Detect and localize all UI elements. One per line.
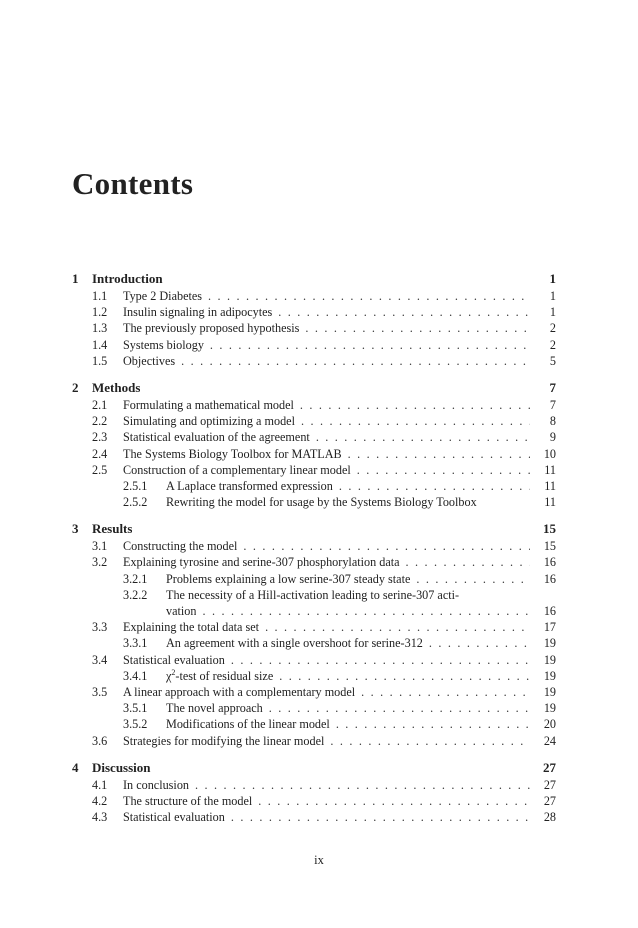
section-number: 3.6 [92,733,108,748]
dot-leader [237,538,530,554]
page-number: 16 [543,571,556,586]
toc-entry-section[interactable] [72,413,556,429]
subsection-number: 3.5.1 [123,701,148,716]
dot-leader [410,571,530,587]
toc-entry-section[interactable] [72,684,556,700]
chapter-title: Introduction [92,271,163,286]
section-number: 2.4 [92,446,108,461]
section-title: In conclusion [123,777,190,792]
page-title: Contents [72,166,194,201]
section-number: 2.3 [92,430,108,445]
chapter-title: Methods [92,379,141,395]
toc-entry-chapter[interactable] [72,379,556,397]
section-title: Statistical evaluation [123,652,225,667]
page-number: 19 [543,652,556,667]
section-title: Constructing the model [123,539,238,554]
dot-leader [294,397,530,413]
subsection-title [166,668,273,684]
toc-entry-section[interactable] [72,429,556,445]
subsection-number: 3.4.1 [123,668,148,683]
section-title: Explaining tyrosine and serine-307 phosphorylation data [123,555,400,570]
section-number: 4.2 [92,793,108,808]
page-number: 2 [549,321,556,336]
chapter-number: 1 [72,271,79,286]
dot-leader [252,793,530,809]
page-number: 15 [543,539,556,554]
section-number: 2.2 [92,414,108,429]
subsection-title: An agreement with a single overshoot for serine-312 [166,636,423,651]
dot-leader [310,429,530,445]
chapter-3 [72,520,556,748]
dot-leader [189,777,530,793]
toc-entry-continuation[interactable] [72,603,556,619]
page-number: 11 [544,478,556,493]
page-number: 27 [543,793,556,808]
subsection-number: 3.3.1 [123,636,148,651]
subsection-number: 3.2.1 [123,571,148,586]
subsection-title-rest: -test of residual size [175,668,274,683]
dot-leader [204,337,530,353]
chapter-number: 3 [72,521,79,537]
dot-leader [225,652,530,668]
section-title: Construction of a complementary linear model [123,462,351,477]
dot-leader [273,668,530,684]
section-number: 3.5 [92,684,108,699]
subsection-title: Modifications of the linear model [166,717,330,732]
section-number: 3.4 [92,652,108,667]
page-number: 17 [543,620,556,635]
toc-entry-section[interactable] [72,353,556,369]
subsection-title: The necessity of a Hill-activation leading to serine-307 acti- [166,587,460,602]
dot-leader [330,716,530,732]
subsection-number: 3.2.2 [123,587,148,602]
section-number: 2.1 [92,397,108,412]
toc-entry-section[interactable] [72,809,556,825]
subsection-title: The novel approach [166,701,263,716]
footer-page-number: ix [314,853,324,867]
section-title: Explaining the total data set [123,620,260,635]
section-title: Statistical evaluation [123,810,225,825]
toc-entry-section[interactable] [72,304,556,320]
dot-leader [355,684,530,700]
dot-leader [202,288,530,304]
chapter-1 [72,270,556,369]
section-title: Strategies for modifying the linear model [123,733,325,748]
page-number: 10 [543,446,556,461]
toc-entry-section[interactable] [72,733,556,749]
toc-entry-subsection[interactable] [72,635,556,651]
section-title: The previously proposed hypothesis [123,321,300,336]
section-number: 2.5 [92,462,108,477]
page-number: 11 [544,462,556,477]
chapter-title: Discussion [92,759,151,775]
page-number: 20 [543,717,556,732]
dot-leader [299,320,530,336]
page-number: 19 [543,684,556,699]
dot-leader [175,353,530,369]
toc-entry-subsection[interactable] [72,571,556,587]
subsection-title: A Laplace transformed expression [166,478,333,493]
page-number: 1 [549,271,556,286]
page-number: 15 [543,521,556,537]
subsection-number: 2.5.1 [123,478,148,493]
toc-entry-subsection[interactable] [72,700,556,716]
toc-entry-chapter[interactable] [72,759,556,777]
table-of-contents [72,270,556,835]
toc-entry-chapter[interactable] [72,520,556,538]
section-title: Type 2 Diabetes [123,289,203,303]
section-title: Statistical evaluation of the agreement [123,430,310,445]
section-number: 1.1 [92,289,108,303]
section-number: 3.1 [92,539,108,554]
chi-symbol: χ [166,668,172,683]
section-title: Insulin signaling in adipocytes [123,305,273,320]
page-number: 16 [543,555,556,570]
toc-entry-section[interactable] [72,554,556,570]
section-number: 1.4 [92,337,108,352]
dot-leader [272,304,530,320]
subsection-title: Rewriting the model for usage by the Systems Biology Toolbox [166,495,477,510]
page-number: 1 [549,289,556,303]
toc-entry-subsection[interactable] [72,494,556,510]
toc-entry-chapter[interactable] [72,270,556,288]
toc-entry-section[interactable] [72,288,556,304]
page-number: 2 [549,337,556,352]
toc-entry-section[interactable] [72,777,556,793]
dot-leader [351,462,530,478]
section-number: 3.3 [92,620,108,635]
page-number: 16 [543,604,556,618]
page-number: 28 [543,810,556,825]
toc-entry-subsection[interactable] [72,668,556,684]
toc-entry-section[interactable] [72,538,556,554]
toc-entry-section[interactable] [72,397,556,413]
toc-entry-section[interactable] [72,320,556,336]
toc-entry-section[interactable] [72,652,556,668]
chapter-2 [72,379,556,510]
page-number: 27 [543,759,556,775]
subsection-number: 3.5.2 [123,717,148,732]
page-number: 11 [544,495,556,510]
toc-entry-section[interactable] [72,446,556,462]
section-number: 1.5 [92,353,108,368]
section-number: 1.2 [92,305,108,320]
dot-leader [259,619,530,635]
section-title: The structure of the model [123,793,253,808]
page-number: 5 [549,353,556,368]
subsection-number: 2.5.2 [123,495,148,510]
toc-entry-subsection[interactable] [72,716,556,732]
section-number: 4.1 [92,777,108,792]
dot-leader [295,413,530,429]
section-number: 3.2 [92,555,108,570]
dot-leader [400,554,530,570]
page-number: 9 [549,430,556,445]
section-title: Formulating a mathematical model [123,397,294,412]
toc-entry-section[interactable] [72,462,556,478]
section-title: The Systems Biology Toolbox for MATLAB [123,446,342,461]
dot-leader [196,603,530,619]
page-number: 19 [543,701,556,716]
subsection-title-continued: vation [166,604,197,618]
toc-entry-subsection[interactable] [72,478,556,494]
page-number: 24 [543,733,556,748]
page-number: 1 [549,305,556,320]
section-title: Simulating and optimizing a model [123,414,295,429]
chapter-number: 4 [72,759,79,775]
section-title: Objectives [123,353,176,368]
page-number: 7 [549,379,556,395]
toc-entry-subsection[interactable] [72,587,556,603]
page-number: 8 [549,414,556,429]
dot-leader [324,733,530,749]
dot-leader [342,446,530,462]
toc-entry-section[interactable] [72,337,556,353]
section-number: 4.3 [92,810,108,825]
page-number: 27 [543,777,556,792]
page-number: 7 [549,397,556,412]
section-title: A linear approach with a complementary model [123,684,356,699]
chapter-number: 2 [72,379,79,395]
toc-entry-section[interactable] [72,793,556,809]
dot-leader [333,478,530,494]
dot-leader [423,635,530,651]
superscript: 2 [171,667,176,677]
subsection-title: Problems explaining a low serine-307 steady state [166,571,411,586]
chapter-title: Results [92,521,133,537]
page-number: 19 [543,668,556,683]
page-number: 19 [543,636,556,651]
section-number: 1.3 [92,321,108,336]
dot-leader [263,700,530,716]
dot-leader [225,809,530,825]
section-title: Systems biology [123,337,204,352]
chapter-4 [72,759,556,826]
toc-entry-section[interactable] [72,619,556,635]
